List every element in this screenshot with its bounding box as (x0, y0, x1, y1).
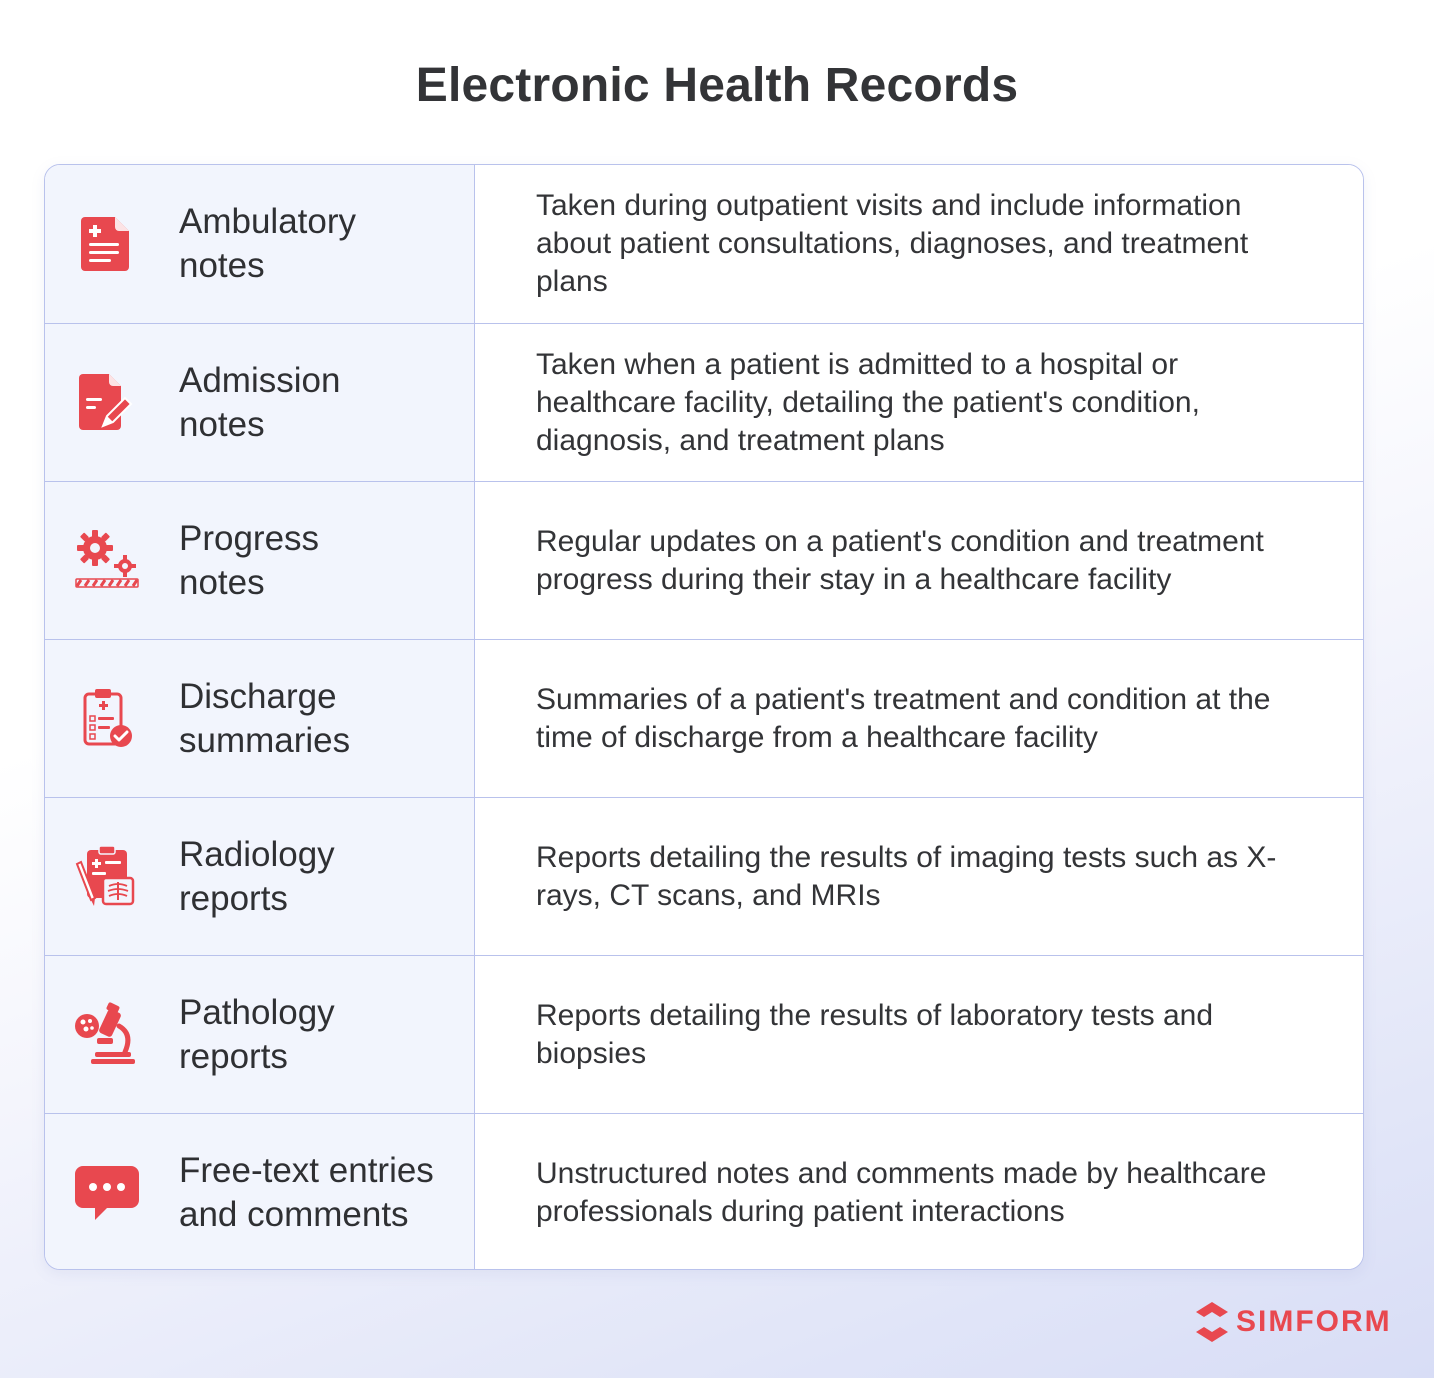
table-row (45, 165, 1363, 323)
row-label: Pathology reports (179, 992, 335, 1076)
table-row (45, 323, 1363, 481)
row-description: Reports detailing the results of laboratory tests and biopsies (536, 998, 1214, 1070)
microscope-icon (73, 1002, 141, 1066)
medical-document-icon (73, 211, 141, 275)
row-label: Ambulatory notes (179, 202, 357, 285)
row-label-cell (45, 165, 475, 323)
row-description-cell (475, 798, 1363, 955)
chat-bubble-icon (73, 1160, 141, 1224)
row-description: Regular updates on a patient's condition and treatment progress during their stay in a healthcare facility (536, 524, 1264, 596)
clipboard-check-icon (73, 686, 141, 750)
row-label-cell (45, 324, 475, 481)
row-description-cell (475, 165, 1363, 323)
brand-name: SIMFORM (1236, 1305, 1392, 1338)
row-description-cell (475, 324, 1363, 481)
row-label-cell (45, 640, 475, 797)
row-description: Taken when a patient is admitted to a hospital or healthcare facility, detailing the patient's condition, diagnosis, and treatment plans (536, 347, 1200, 457)
table-row (45, 797, 1363, 955)
table-row (45, 955, 1363, 1113)
row-description-cell (475, 1114, 1363, 1270)
row-description: Summaries of a patient's treatment and condition at the time of discharge from a healthcare facility (536, 682, 1271, 754)
row-label: Admission notes (179, 360, 341, 444)
row-label: Radiology reports (179, 834, 335, 918)
row-description-cell (475, 640, 1363, 797)
row-label: Discharge summaries (179, 676, 351, 760)
row-label-cell (45, 798, 475, 955)
ehr-table (44, 164, 1364, 1270)
table-row (45, 1113, 1363, 1270)
document-edit-icon (73, 370, 141, 434)
page-title: Electronic Health Records (415, 59, 1019, 112)
simform-logo-icon (1192, 1300, 1232, 1344)
simform-logo (1192, 1300, 1392, 1344)
gears-progress-icon (73, 528, 141, 592)
row-description-cell (475, 956, 1363, 1113)
row-label-cell (45, 482, 475, 639)
xray-report-icon (73, 844, 141, 908)
table-row (45, 639, 1363, 797)
row-description: Unstructured notes and comments made by healthcare professionals during patient interactions (536, 1156, 1267, 1228)
row-description: Reports detailing the results of imaging tests such as X-rays, CT scans, and MRIs (536, 840, 1277, 912)
row-label: Free-text entries and comments (179, 1150, 434, 1234)
row-label-cell (45, 1114, 475, 1270)
row-label: Progress notes (179, 518, 320, 602)
row-description: Taken during outpatient visits and include information about patient consultations, diagnoses, and treatment plans (536, 189, 1249, 298)
table-row (45, 481, 1363, 639)
row-description-cell (475, 482, 1363, 639)
row-label-cell (45, 956, 475, 1113)
